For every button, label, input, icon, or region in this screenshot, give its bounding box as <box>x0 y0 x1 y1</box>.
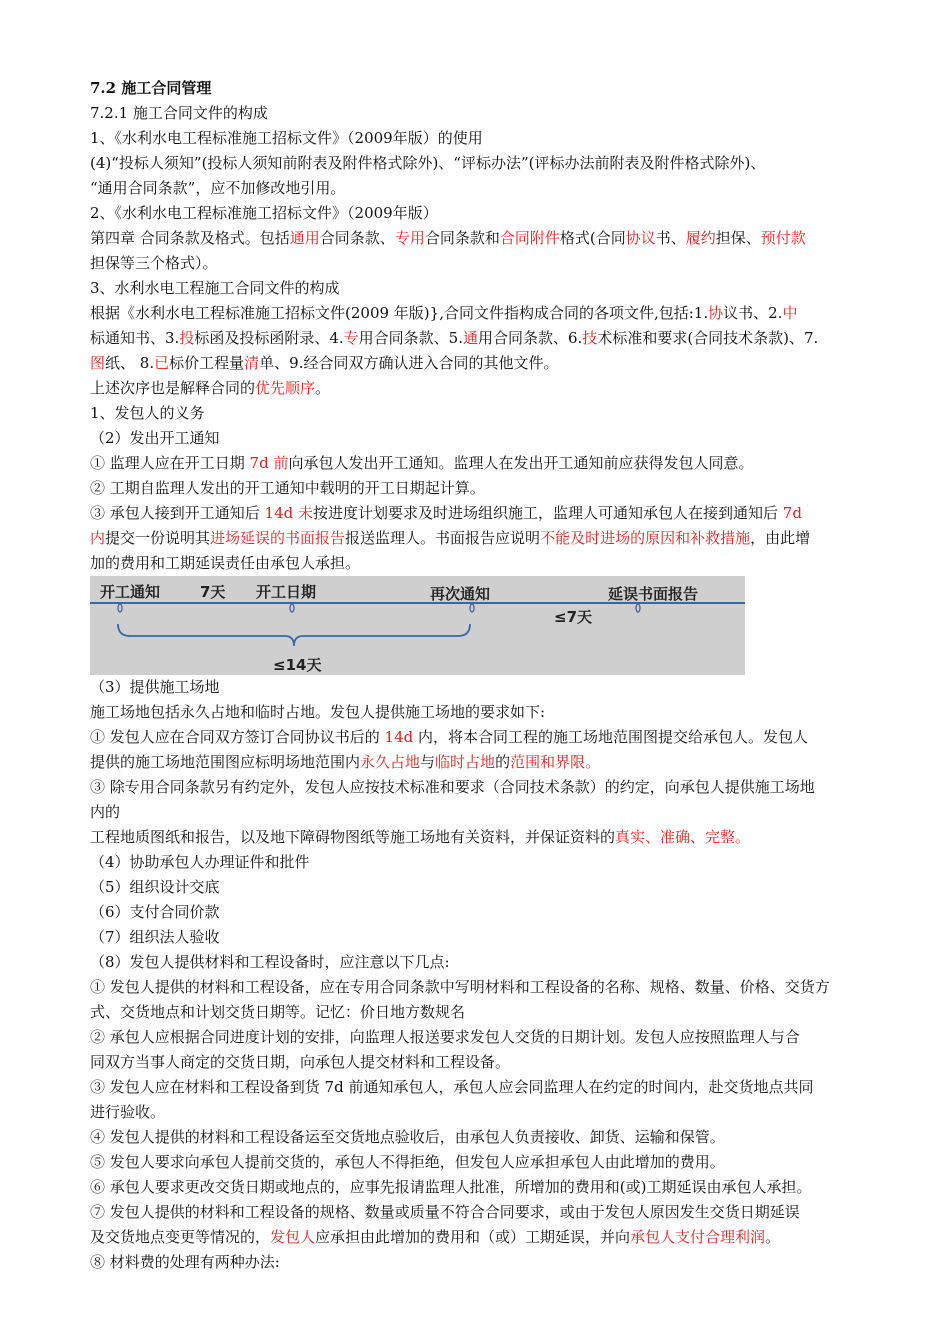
text-segment: ④ 发包人提供的材料和工程设备运至交货地点验收后，由承包人负责接收、卸货、运输和保管。 <box>90 1128 725 1146</box>
text-line <box>90 1250 886 1275</box>
text-segment: 及交货地点变更等情况的， <box>90 1228 271 1246</box>
text-line <box>90 950 886 975</box>
text-line <box>90 1175 886 1200</box>
text-segment: ⑤ 发包人要求向承包人提前交货的，承包人不得拒绝，但发包人应承担承包人由此增加的费用。 <box>90 1153 725 1171</box>
text-segment: （5）组织设计交底 <box>90 878 220 896</box>
highlight-text: 专 <box>343 329 359 347</box>
text-line <box>90 1100 886 1125</box>
highlight-text: 已 <box>154 354 170 372</box>
text-segment: ③ 发包人应在材料和工程设备到货 7d 前通知承包人，承包人应会同监理人在约定的时间内，赴交货地点共同 <box>90 1078 814 1096</box>
text-segment: 格式(合同 <box>559 229 626 247</box>
text-segment: 议书、2. <box>723 304 783 322</box>
text-segment: 同双方当事人商定的交货日期，向承包人提交材料和工程设备。 <box>90 1053 511 1071</box>
text-line <box>90 850 886 875</box>
label-le-14days: ≤14天 <box>273 656 322 674</box>
highlight-text: 不能及时进场的原因和补救措施 <box>540 529 751 547</box>
highlight-text: 发包人 <box>270 1228 316 1246</box>
highlight-text: 14d 未 <box>264 504 314 522</box>
highlight-text: 范围和界限。 <box>510 753 601 771</box>
text-segment: 7.2.1 施工合同文件的构成 <box>90 104 268 122</box>
text-segment: ⑦ 发包人提供的材料和工程设备的规格、数量或质量不符合合同要求，或由于发包人原因发生交货日期延误 <box>90 1203 800 1221</box>
text-segment: 进行验收。 <box>90 1103 166 1121</box>
highlight-text: 临时占地 <box>435 753 496 771</box>
text-line <box>90 1075 886 1100</box>
text-segment: 纸、 8. <box>105 354 155 372</box>
document-page <box>90 76 886 1275</box>
highlight-text: 投 <box>179 329 195 347</box>
text-segment: 与 <box>420 753 436 771</box>
text-line <box>90 800 886 825</box>
brace-14days <box>118 624 470 646</box>
text-line <box>90 1125 886 1150</box>
label-le-7days: ≤7天 <box>554 608 593 626</box>
text-line <box>90 251 886 276</box>
text-segment: 书、 <box>655 229 686 247</box>
text-segment: 按进度计划要求及时进场组织施工，监理人可通知承包人在接到通知后 <box>313 504 783 522</box>
text-segment: 的 <box>495 753 511 771</box>
text-line <box>90 1000 886 1025</box>
text-segment: 合同条款、 <box>319 229 395 247</box>
text-segment: ① 监理人应在开工日期 <box>90 454 250 472</box>
text-segment: ② 承包人应根据合同进度计划的安排，向监理人报送要求发包人交货的日期计划。发包人应按照监理人与合 <box>90 1028 800 1046</box>
text-segment: 担保、 <box>715 229 761 247</box>
text-segment: 提供的施工场地范围图应标明场地范围内 <box>90 753 361 771</box>
highlight-text: 履约 <box>685 229 716 247</box>
text-segment: 加的费用和工期延误责任由承包人承担。 <box>90 554 361 572</box>
text-line <box>90 351 886 376</box>
text-segment: （3）提供施工场地 <box>90 678 220 696</box>
text-segment: （6）支付合同价款 <box>90 903 220 921</box>
text-segment: ，由此增 <box>750 529 811 547</box>
text-line <box>90 151 886 176</box>
highlight-text: 通用 <box>289 229 320 247</box>
text-line <box>90 675 886 700</box>
text-segment: 报送监理人。书面报告应说明 <box>345 529 541 547</box>
text-line <box>90 825 886 850</box>
tick-start-date <box>290 604 294 612</box>
text-segment: （7）组织法人验收 <box>90 928 220 946</box>
highlight-text: 真实、准确、完整。 <box>615 828 751 846</box>
text-segment: “通用合同条款”，应不加修改地引用。 <box>90 179 346 197</box>
text-segment: （2）发出开工通知 <box>90 429 220 447</box>
text-segment: （8）发包人提供材料和工程设备时，应注意以下几点: <box>90 953 450 971</box>
text-segment: 内的 <box>90 803 121 821</box>
tick-start <box>118 604 122 612</box>
highlight-text: 专用 <box>394 229 425 247</box>
text-segment: （4）协助承包人办理证件和批件 <box>90 853 310 871</box>
text-line <box>90 975 886 1000</box>
text-line <box>90 900 886 925</box>
highlight-text: 7d <box>782 504 802 522</box>
label-start-date: 开工日期 <box>256 583 317 601</box>
text-segment: ③ 除专用合同条款另有约定外，发包人应按技术标准和要求（合同技术条款）的约定，向承包人提供施工场地 <box>90 778 815 796</box>
text-segment: 提交一份说明其 <box>105 529 211 547</box>
text-line <box>90 176 886 201</box>
text-segment: 合同条款和 <box>424 229 500 247</box>
text-line <box>90 226 886 251</box>
text-segment: 向承包人发出开工通知。监理人在发出开工通知前应获得发包人同意。 <box>288 454 754 472</box>
highlight-text: 通 <box>462 329 478 347</box>
text-segment: ① 发包人提供的材料和工程设备，应在专用合同条款中写明材料和工程设备的名称、规格、数量、价格、交货方 <box>90 978 830 996</box>
text-line <box>90 875 886 900</box>
text-segment: 标通知书、3. <box>90 329 180 347</box>
text-line <box>90 1050 886 1075</box>
text-line <box>90 1025 886 1050</box>
text-segment: 应承担由此增加的费用和（或）工期延误，并向 <box>315 1228 631 1246</box>
text-line <box>90 326 886 351</box>
text-segment: 工程地质图纸和报告，以及地下障碍物图纸等施工场地有关资料，并保证资料的 <box>90 828 616 846</box>
text-segment: ⑧ 材料费的处理有两种办法: <box>90 1253 280 1271</box>
highlight-text: 14d <box>384 728 414 746</box>
text-line <box>90 276 886 301</box>
label-7days: 7天 <box>200 583 226 601</box>
text-line <box>90 101 886 126</box>
text-line <box>90 526 886 551</box>
text-line <box>90 126 886 151</box>
text-segment: 根据《水利水电工程标准施工招标文件(2009 年版)},合同文件指构成合同的各项文件,包括:1. <box>90 304 709 322</box>
text-segment: ③ 承包人接到开工通知后 <box>90 504 265 522</box>
text-line <box>90 451 886 476</box>
text-segment: ⑥ 承包人要求更改交货日期或地点的，应事先报请监理人批准，所增加的费用和(或)工期延误由承包人承担。 <box>90 1178 812 1196</box>
highlight-text: 协议 <box>625 229 656 247</box>
highlight-text: 协 <box>708 304 724 322</box>
highlight-text: 预付款 <box>760 229 806 247</box>
text-block-1 <box>90 101 886 576</box>
text-segment: 1、《水利水电工程标准施工招标文件》（2009年版）的使用 <box>90 129 483 147</box>
text-segment: 第四章 合同条款及格式。包括 <box>90 229 290 247</box>
text-line <box>90 376 886 401</box>
highlight-text: 清 <box>244 354 260 372</box>
label-delay-report: 延误书面报告 <box>608 585 699 603</box>
highlight-text: 承包人支付合理利润 <box>630 1228 766 1246</box>
text-line <box>90 1200 886 1225</box>
text-segment: 单、9.经合同双方确认进入合同的其他文件。 <box>259 354 559 372</box>
text-segment: 用合同条款、6. <box>477 329 583 347</box>
text-line <box>90 551 886 576</box>
text-segment: 上述次序也是解释合同的 <box>90 379 256 397</box>
text-line <box>90 401 886 426</box>
section-heading: 7.2 施工合同管理 <box>90 79 212 97</box>
text-line <box>90 925 886 950</box>
tick-renotice <box>470 604 474 612</box>
text-segment: 担保等三个格式）。 <box>90 254 218 272</box>
text-line <box>90 301 886 326</box>
text-segment: 标价工程量 <box>169 354 245 372</box>
text-segment: 。 <box>765 1228 781 1246</box>
text-segment: 用合同条款、5. <box>358 329 463 347</box>
text-segment: (4)“投标人须知”(投标人须知前附表及附件格式除外)、“评标办法”(评标办法前附表及附件格式除外)、 <box>90 154 766 172</box>
highlight-text: 优先顺序 <box>255 379 316 397</box>
text-segment: 。 <box>315 379 331 397</box>
text-line <box>90 476 886 501</box>
text-segment: 式、交货地点和计划交货日期等。记忆：价日地方数规名 <box>90 1003 466 1021</box>
highlight-text: 永久占地 <box>360 753 421 771</box>
text-line <box>90 201 886 226</box>
text-segment: 3、水利水电工程施工合同文件的构成 <box>90 279 340 297</box>
highlight-text: 图 <box>90 354 106 372</box>
highlight-text: 合同附件 <box>499 229 560 247</box>
highlight-text: 中 <box>782 304 798 322</box>
text-segment: 2、《水利水电工程标准施工招标文件》（2009年版） <box>90 204 438 222</box>
text-block-2 <box>90 675 886 1275</box>
highlight-text: 7d 前 <box>249 454 289 472</box>
text-line <box>90 700 886 725</box>
text-line <box>90 775 886 800</box>
text-segment: 施工场地包括永久占地和临时占地。发包人提供施工场地的要求如下: <box>90 703 546 721</box>
timeline-figure <box>90 576 745 675</box>
text-segment: 内，将本合同工程的施工场地范围图提交给承包人。发包人 <box>413 728 809 746</box>
highlight-text: 技 <box>582 329 598 347</box>
text-line <box>90 750 886 775</box>
text-segment: 术标准和要求(合同技术条款)、7. <box>597 329 819 347</box>
text-line <box>90 725 886 750</box>
text-line <box>90 1150 886 1175</box>
highlight-text: 进场延误的书面报告 <box>210 529 346 547</box>
text-line <box>90 501 886 526</box>
highlight-text: 内 <box>90 529 106 547</box>
label-start-notice: 开工通知 <box>100 583 161 601</box>
tick-report <box>636 604 640 612</box>
text-segment: ② 工期自监理人发出的开工通知中载明的开工日期起计算。 <box>90 479 485 497</box>
text-segment: 标函及投标函附录、4. <box>194 329 344 347</box>
text-segment: 1、发包人的义务 <box>90 404 205 422</box>
text-segment: ① 发包人应在合同双方签订合同协议书后的 <box>90 728 385 746</box>
text-line <box>90 426 886 451</box>
label-renotice: 再次通知 <box>430 585 491 603</box>
text-line <box>90 1225 886 1250</box>
